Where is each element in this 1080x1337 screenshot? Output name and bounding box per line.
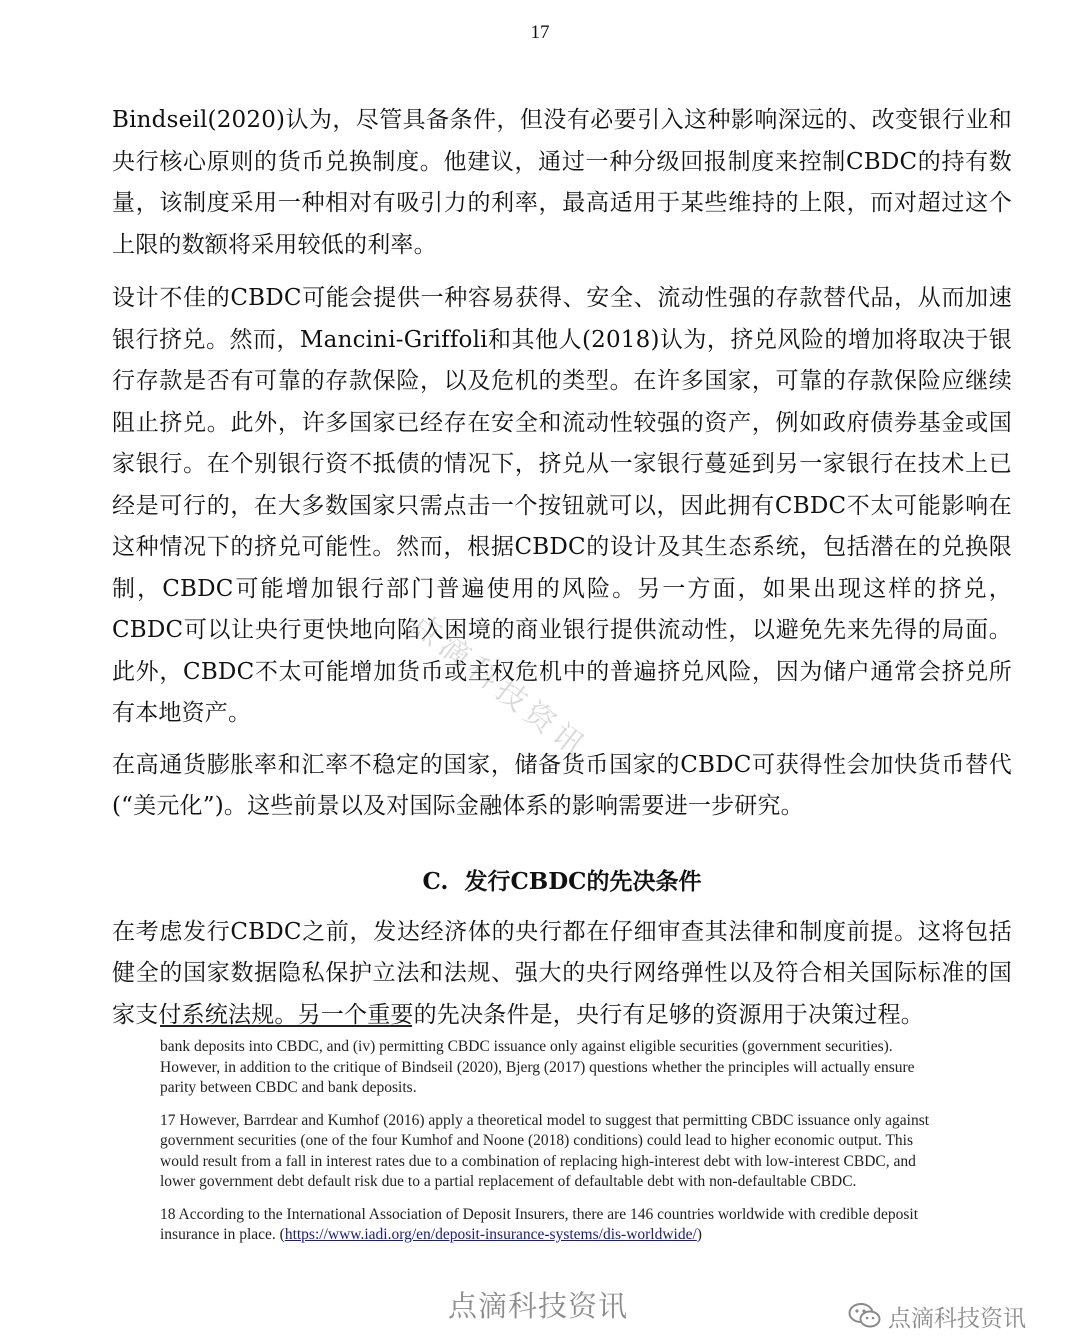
wechat-account-name: 点滴科技资讯 [888, 1305, 1026, 1332]
diagonal-watermark: 点滴科技资讯 [403, 606, 596, 767]
paragraph-prerequisites: 在考虑发行CBDC之前，发达经济体的央行都在仔细审查其法律和制度前提。这将包括健全的国家数据隐私保护立法和法规、强大的央行网络弹性以及符合相关国际标准的国家支付系统法规。另一个重要的先决条件是，央行有足够的资源用于决策过程。 [112, 918, 1012, 1028]
footnote-17: 17 However, Barrdear and Kumhof (2016) apply a theoretical model to suggest that permitting CBDC issuance only against government securities (one of the four Kumhof and Noone (2018) conditions) could lead to higher economic output. This would result from a fall in interest rates due to a combination of replacing high-interest debt with low-interest CBDC, and lower government debt default risk due to a partial replacement of defaultable debt with non-defaultable CBDC. [160, 1111, 930, 1190]
footnote-18 [160, 1205, 935, 1246]
wechat-watermark [848, 1300, 1026, 1332]
footnote-18-link[interactable]: https://www.iadi.org/en/deposit-insurance-systems/dis-worldwide/ [284, 1226, 697, 1243]
footnote-divider [160, 1025, 412, 1027]
wechat-icon [848, 1302, 882, 1330]
footnote-18-text: 18 According to the International Association of Deposit Insurers, there are 146 countries worldwide with credible deposit insurance in place. ( [160, 1205, 919, 1243]
page-number: 17 [530, 22, 550, 43]
footnotes [160, 1037, 935, 1258]
paragraph-bindseil: Bindseil(2020)认为，尽管具备条件，但没有必要引入这种影响深远的、改变银行业和央行核心原则的货币兑换制度。他建议，通过一种分级回报制度来控制CBDC的持有数量，该制度采用一种相对有吸引力的利率，最高适用于某些维持的上限，而对超过这个上限的数额将采用较低的利率。 [112, 107, 1012, 258]
section-letter: C. [422, 867, 449, 895]
section-title: 发行CBDC的先决条件 [464, 867, 702, 895]
main-content [112, 100, 1012, 1036]
bottom-watermark: 点滴科技资讯 [448, 1289, 629, 1323]
footnote-18-close: ) [696, 1226, 702, 1243]
paragraph-bank-run: 设计不佳的CBDC可能会提供一种容易获得、安全、流动性强的存款替代品，从而加速银行挤兑。然而，Mancini-Griffoli和其他人(2018)认为，挤兑风险的增加将取决于银行存款是否有可靠的存款保险，以及危机的类型。在许多国家，可靠的存款保险应继续阻止挤兑。此外，许多国家已经存在安全和流动性较强的资产，例如政府债券基金或国家银行。在个别银行资不抵债的情况下，挤兑从一家银行蔓延到另一家银行在技术上已经是可行的，在大多数国家只需点击一个按钮就可以，因此拥有CBDC不太可能影响在这种情况下的挤兑可能性。然而，根据CBDC的设计及其生态系统，包括潜在的兑换限制，CBDC可能增加银行部门普遍使用的风险。另一方面，如果出现这样的挤兑，CBDC可以让央行更快地向陷入困境的商业银行提供流动性，以避免先来先得的局面。此外，CBDC不太可能增加货币或主权危机中的普遍挤兑风险，因为储户通常会挤兑所有本地资产。 [112, 285, 1012, 726]
section-heading [112, 864, 1012, 900]
footnote-continued: bank deposits into CBDC, and (iv) permitting CBDC issuance only against eligible securities (government securities). However, in addition to the critique of Bindseil (2020), Bjerg (2017) questions whether the principles will actually ensure parity between CBDC and bank deposits. [160, 1038, 915, 1096]
paragraph-dollarization: 在高通货膨胀率和汇率不稳定的国家，储备货币国家的CBDC可获得性会加快货币替代(“美元化”)。这些前景以及对国际金融体系的影响需要进一步研究。 [112, 751, 1012, 819]
